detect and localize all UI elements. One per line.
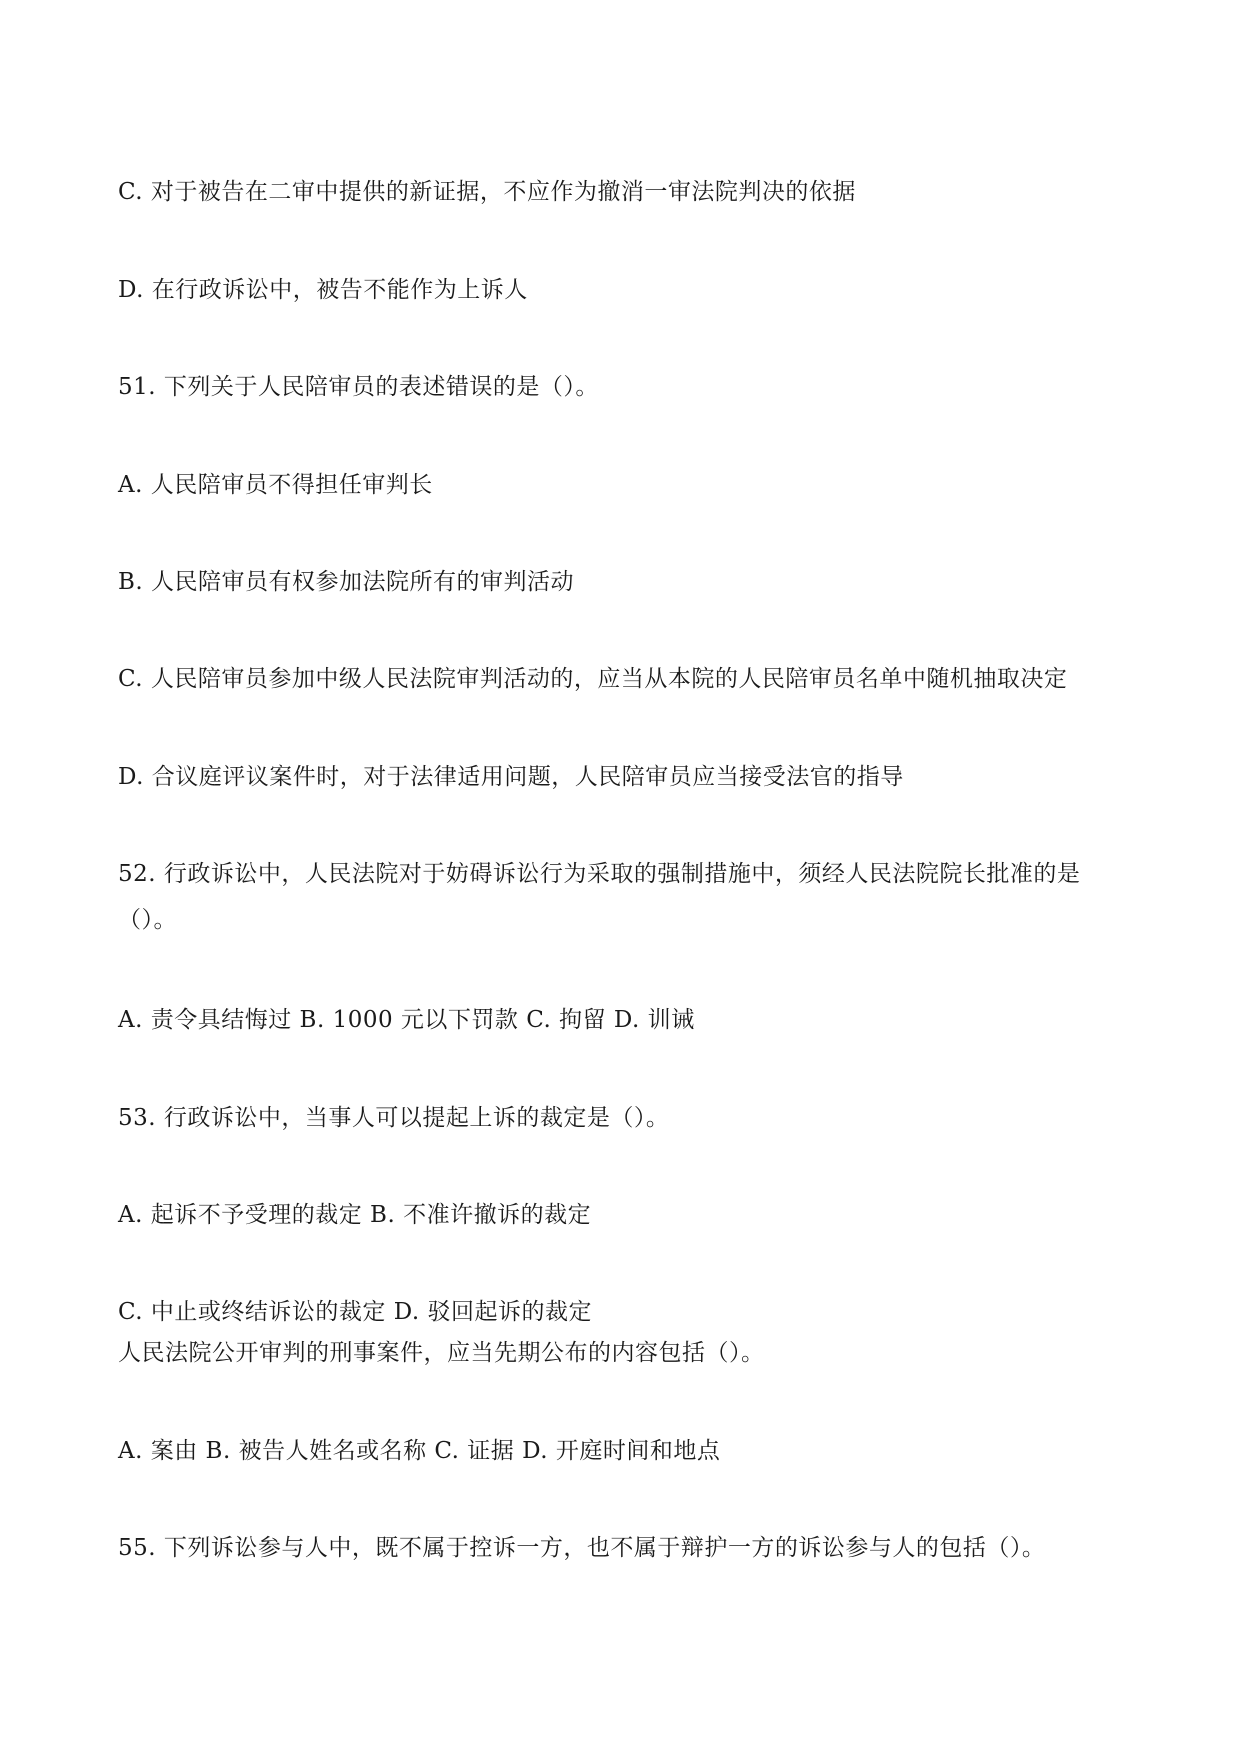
options-cd-q53: C. 中止或终结诉讼的裁定 D. 驳回起诉的裁定 bbox=[118, 1299, 592, 1325]
options-q54: A. 案由 B. 被告人姓名或名称 C. 证据 D. 开庭时间和地点 bbox=[118, 1438, 721, 1464]
question-51: 51. 下列关于人民陪审员的表述错误的是（）。 bbox=[118, 374, 599, 400]
option-d-q50: D. 在行政诉讼中，被告不能作为上诉人 bbox=[118, 277, 528, 303]
options-ab-q53: A. 起诉不予受理的裁定 B. 不准许撤诉的裁定 bbox=[118, 1202, 592, 1228]
option-b-q51: B. 人民陪审员有权参加法院所有的审判活动 bbox=[118, 569, 575, 595]
options-q52: A. 责令具结悔过 B. 1000 元以下罚款 C. 拘留 D. 训诫 bbox=[118, 1007, 695, 1033]
option-c-q51: C. 人民陪审员参加中级人民法院审判活动的，应当从本院的人民陪审员名单中随机抽取决定 bbox=[118, 666, 1068, 692]
question-52: 52. 行政诉讼中，人民法院对于妨碍诉讼行为采取的强制措施中，须经人民法院院长批准的是（）。 bbox=[118, 861, 1081, 933]
option-c-q50: C. 对于被告在二审中提供的新证据，不应作为撤消一审法院判决的依据 bbox=[118, 179, 856, 205]
option-d-q51: D. 合议庭评议案件时，对于法律适用问题，人民陪审员应当接受法官的指导 bbox=[118, 764, 904, 790]
question-55: 55. 下列诉讼参与人中，既不属于控诉一方，也不属于辩护一方的诉讼参与人的包括（）。 bbox=[118, 1535, 1046, 1561]
question-53: 53. 行政诉讼中，当事人可以提起上诉的裁定是（）。 bbox=[118, 1105, 670, 1131]
question-54: 人民法院公开审判的刑事案件，应当先期公布的内容包括（）。 bbox=[118, 1340, 765, 1366]
option-a-q51: A. 人民陪审员不得担任审判长 bbox=[118, 472, 433, 498]
